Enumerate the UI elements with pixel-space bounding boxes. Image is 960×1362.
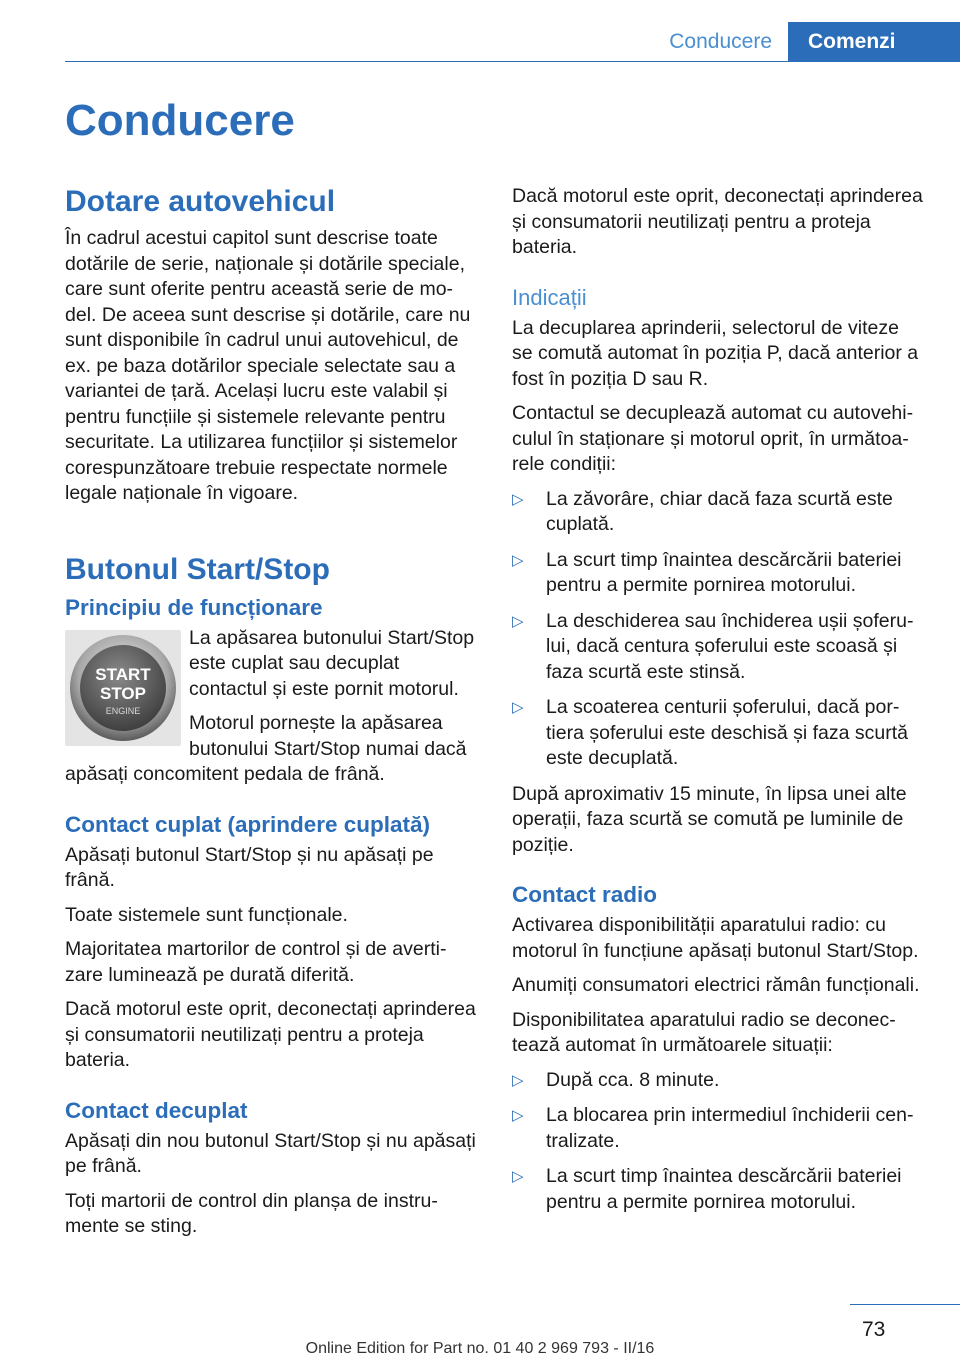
radio-list — [512, 1068, 924, 1216]
conditions-list — [512, 487, 924, 772]
list-item: ▷ La zăvorâre, chiar dacă faza scurtă este cuplată. — [512, 487, 893, 535]
paragraph: Activarea disponibilității aparatului radio: cu motorul în funcțiune apăsați butonul Start/Stop. — [512, 914, 919, 962]
bullet-triangle-icon: ▷ — [512, 490, 524, 508]
button-label-engine: ENGINE — [105, 705, 141, 716]
list-item: ▷ La scurt timp înaintea descărcării bateriei pentru a permite pornirea motorului. — [512, 1165, 902, 1213]
paragraph: Disponibilitatea aparatului radio se deconectează automat în următoarele situații: — [512, 1008, 896, 1056]
tab-comenzi[interactable]: Comenzi — [788, 22, 960, 62]
paragraph: În cadrul acestui capitol sunt descrise toate dotările de serie, naționale și dotările speciale, care sunt oferite pentru această serie de model. De aceea sunt descrise și dotările, care nu sunt disponibile în cadrul unui autovehicul, de ex. pe baza dotărilor speciale selectate sau a variantei de țară. Același lucru este valabil și pentru funcțiile și sistemele relevante pentru securitate. La utilizarea funcțiilor și sistemelor corespunzătoare trebuie respectate normele legale naționale în vigoare. — [65, 227, 471, 504]
list-item: ▷ La deschiderea sau închiderea ușii șoferului, dacă centura șoferului este scoasă și faza scurtă este stinsă. — [512, 609, 914, 683]
subheading-contact-decuplat: Contact decuplat — [65, 1097, 248, 1123]
section-heading-dotare: Dotare autovehicul — [65, 185, 336, 218]
paragraph: Anumiți consumatori electrici rămân funcționali. — [512, 974, 920, 996]
subheading-contact-cuplat: Contact cuplat (aprindere cuplată) — [65, 811, 431, 837]
subheading-contact-radio: Contact radio — [512, 882, 658, 907]
paragraph: La decuplarea aprinderii, selectorul de viteze se comută automat în poziția P, dacă anterior a fost în poziția D sau R. — [512, 316, 919, 390]
list-item: ▷ La scoaterea centurii șoferului, dacă portiera șoferului este deschisă și faza scurtă este decuplată. — [512, 696, 909, 769]
subheading-indicatii: Indicații — [512, 284, 587, 310]
bullet-triangle-icon: ▷ — [512, 551, 524, 569]
button-label-stop: STOP — [100, 683, 146, 703]
paragraph: Toți martorii de control din planșa de instrumente se sting. — [65, 1189, 438, 1237]
paragraph: Motorul pornește la apăsarea butonului Start/Stop numai dacă apăsați concomitent pedala de frână. — [65, 712, 467, 785]
page-number: 73 — [862, 1318, 886, 1341]
paragraph: Dacă motorul este oprit, deconectați aprinderea și consumatorii neutilizați pentru a proteja bateria. — [512, 185, 923, 258]
edition-note: Online Edition for Part no. 01 40 2 969 793 - II/16 — [305, 1340, 655, 1357]
start-stop-button-icon — [65, 630, 181, 746]
paragraph: Toate sistemele sunt funcționale. — [65, 903, 348, 926]
tab-conducere[interactable]: Conducere — [669, 30, 772, 53]
paragraph: Dacă motorul este oprit, deconectați aprinderea și consumatorii neutilizați pentru a proteja bateria. — [65, 998, 476, 1071]
bullet-triangle-icon: ▷ — [512, 1071, 524, 1089]
paragraph: Apăsați din nou butonul Start/Stop și nu apăsați pe frână. — [65, 1129, 476, 1177]
bullet-triangle-icon: ▷ — [512, 699, 524, 716]
button-label-start: START — [95, 664, 151, 684]
paragraph: Majoritatea martorilor de control și de avertizare luminează pe durată diferită. — [65, 938, 447, 986]
paragraph: Apăsați butonul Start/Stop și nu apăsați pe frână. — [65, 843, 434, 891]
subheading-principiu: Principiu de funcționare — [65, 594, 323, 620]
paragraph: Contactul se decuplează automat cu autovehiculul în staționare și motorul oprit, în următoarele condiții: — [512, 402, 914, 475]
list-item: ▷ La scurt timp înaintea descărcării bateriei pentru a permite pornirea motorului. — [512, 548, 902, 596]
bullet-triangle-icon: ▷ — [512, 612, 524, 630]
section-heading-start-stop: Butonul Start/Stop — [65, 552, 330, 586]
header-rule — [65, 61, 960, 62]
list-item: ▷ La blocarea prin intermediul închiderii centralizate. — [512, 1104, 914, 1152]
start-stop-button-image — [65, 630, 181, 746]
footer-rule — [850, 1304, 960, 1305]
list-item: ▷ După cca. 8 minute. — [512, 1068, 924, 1094]
paragraph: După aproximativ 15 minute, în lipsa unei alte operații, faza scurtă se comută pe luminile de poziție. — [512, 782, 907, 856]
paragraph: La apăsarea butonului Start/Stop este cuplat sau decuplat contactul și este pornit motorul. — [189, 626, 475, 700]
page-title: Conducere — [65, 96, 295, 145]
right-column — [512, 184, 924, 1225]
left-column — [65, 184, 477, 1249]
header-tabs — [653, 22, 960, 62]
bullet-triangle-icon: ▷ — [512, 1107, 524, 1124]
bullet-triangle-icon: ▷ — [512, 1168, 524, 1185]
